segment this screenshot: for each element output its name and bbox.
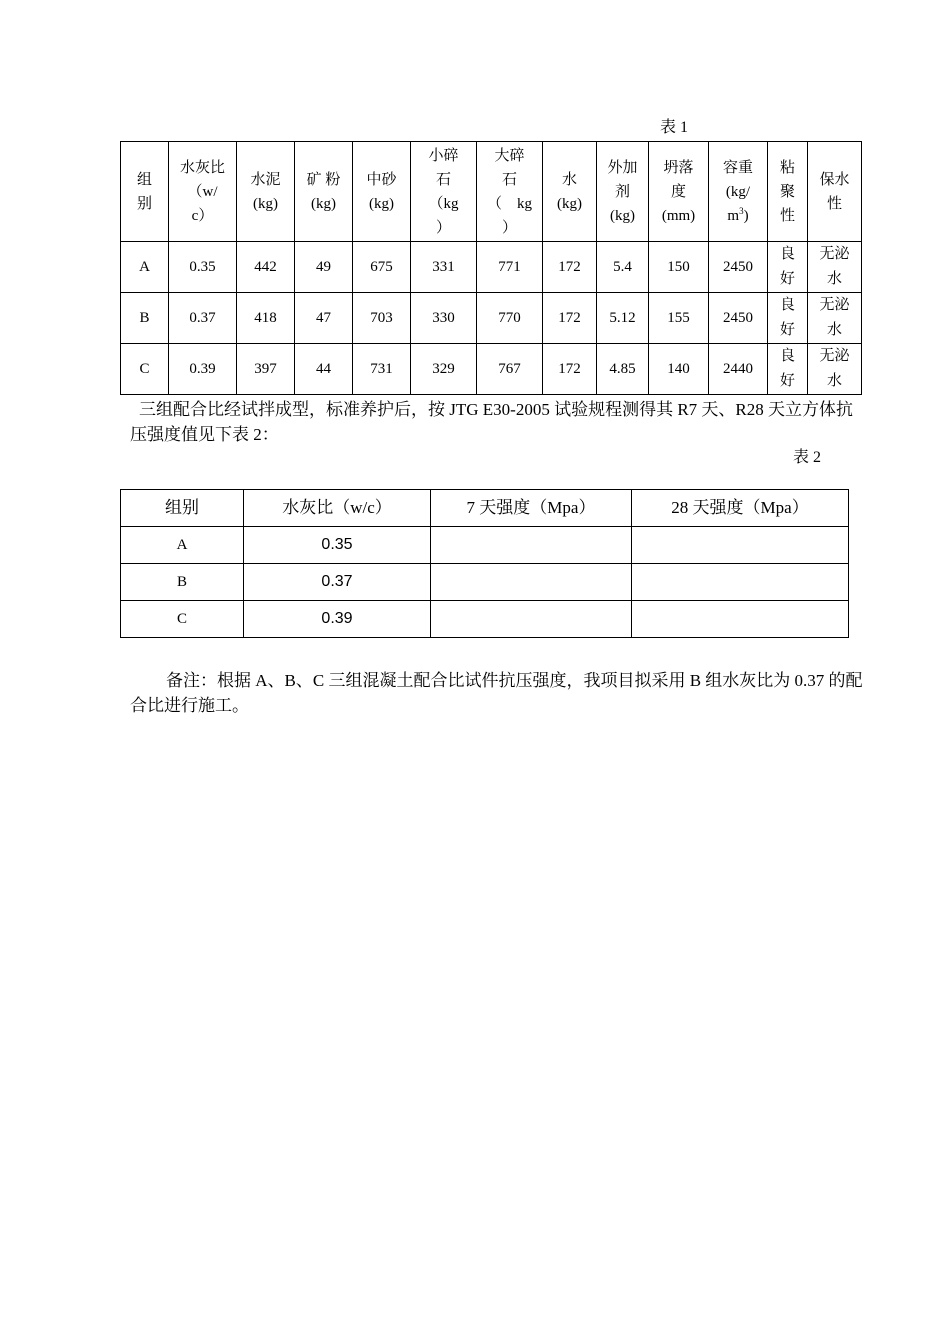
cell-cement: 442 <box>237 242 295 293</box>
cell-28day-strength <box>632 527 849 564</box>
table-row <box>121 527 849 564</box>
cell-cement: 397 <box>237 344 295 395</box>
cell-slag-powder: 44 <box>295 344 353 395</box>
header-wc-ratio: 水灰比（w/c） <box>244 490 431 527</box>
header-slump: 坍落 度 (mm) <box>649 142 709 242</box>
cell-unit-weight: 2450 <box>709 242 768 293</box>
cell-water-retention: 无泌 水 <box>808 293 862 344</box>
cell-cohesion: 良 好 <box>768 242 808 293</box>
cell-small-gravel: 330 <box>411 293 477 344</box>
cell-group: A <box>121 242 169 293</box>
cell-group: C <box>121 344 169 395</box>
table-row <box>121 344 862 395</box>
cell-small-gravel: 331 <box>411 242 477 293</box>
cell-slump: 155 <box>649 293 709 344</box>
cell-water-retention: 无泌 水 <box>808 242 862 293</box>
cell-large-gravel: 771 <box>477 242 543 293</box>
mix-ratio-table <box>120 141 862 395</box>
cell-medium-sand: 703 <box>353 293 411 344</box>
test-description-paragraph: 三组配合比经试拌成型，标准养护后，按 JTG E30-2005 试验规程测得其 R7 天、R28 天立方体抗压强度值见下表 2： <box>130 400 853 444</box>
header-medium-sand: 中砂 (kg) <box>353 142 411 242</box>
header-28day-strength: 28 天强度（Mpa） <box>632 490 849 527</box>
cell-unit-weight: 2440 <box>709 344 768 395</box>
header-group: 组 别 <box>121 142 169 242</box>
cell-medium-sand: 675 <box>353 242 411 293</box>
cell-water: 172 <box>543 242 597 293</box>
cell-small-gravel: 329 <box>411 344 477 395</box>
header-water-retention: 保水 性 <box>808 142 862 242</box>
cell-28day-strength <box>632 601 849 638</box>
cell-group: A <box>121 527 244 564</box>
table-row <box>121 564 849 601</box>
header-wc-ratio: 水灰比 （w/ c） <box>169 142 237 242</box>
cell-group: C <box>121 601 244 638</box>
header-large-gravel: 大碎 石 （ kg ） <box>477 142 543 242</box>
cell-slump: 150 <box>649 242 709 293</box>
cell-admixture: 5.12 <box>597 293 649 344</box>
header-small-gravel: 小碎 石 （kg ） <box>411 142 477 242</box>
cell-large-gravel: 767 <box>477 344 543 395</box>
cell-admixture: 4.85 <box>597 344 649 395</box>
table1-caption: 表 1 <box>660 119 689 136</box>
cell-cement: 418 <box>237 293 295 344</box>
cell-water-retention: 无泌 水 <box>808 344 862 395</box>
cell-7day-strength <box>431 527 632 564</box>
cell-admixture: 5.4 <box>597 242 649 293</box>
table2-header-row <box>121 490 849 527</box>
cell-wc-ratio: 0.37 <box>169 293 237 344</box>
remarks-paragraph: 备注：根据 A、B、C 三组混凝土配合比试件抗压强度，我项目拟采用 B 组水灰比为 0.37 的配合比进行施工。 <box>130 671 863 715</box>
cell-large-gravel: 770 <box>477 293 543 344</box>
cell-7day-strength <box>431 601 632 638</box>
cell-cohesion: 良 好 <box>768 344 808 395</box>
cell-medium-sand: 731 <box>353 344 411 395</box>
cell-wc-ratio: 0.39 <box>244 601 431 638</box>
header-admixture: 外加 剂 (kg) <box>597 142 649 242</box>
cell-wc-ratio: 0.37 <box>244 564 431 601</box>
strength-table <box>120 489 849 638</box>
header-cement: 水泥 (kg) <box>237 142 295 242</box>
table-row <box>121 293 862 344</box>
header-group: 组别 <box>121 490 244 527</box>
cell-group: B <box>121 564 244 601</box>
cell-28day-strength <box>632 564 849 601</box>
cell-slag-powder: 49 <box>295 242 353 293</box>
cell-water: 172 <box>543 293 597 344</box>
cell-slump: 140 <box>649 344 709 395</box>
cell-cohesion: 良 好 <box>768 293 808 344</box>
cell-7day-strength <box>431 564 632 601</box>
cell-wc-ratio: 0.35 <box>169 242 237 293</box>
table-row <box>121 601 849 638</box>
header-slag-powder: 矿 粉 (kg) <box>295 142 353 242</box>
header-water: 水 (kg) <box>543 142 597 242</box>
table2-caption: 表 2 <box>793 449 822 466</box>
cell-unit-weight: 2450 <box>709 293 768 344</box>
cell-group: B <box>121 293 169 344</box>
cell-wc-ratio: 0.35 <box>244 527 431 564</box>
cell-water: 172 <box>543 344 597 395</box>
table-row <box>121 242 862 293</box>
header-7day-strength: 7 天强度（Mpa） <box>431 490 632 527</box>
header-cohesion: 粘 聚 性 <box>768 142 808 242</box>
cell-wc-ratio: 0.39 <box>169 344 237 395</box>
header-unit-weight: 容重 (kg/ $m^3$) <box>709 142 768 242</box>
table1-header-row <box>121 142 862 242</box>
cell-slag-powder: 47 <box>295 293 353 344</box>
